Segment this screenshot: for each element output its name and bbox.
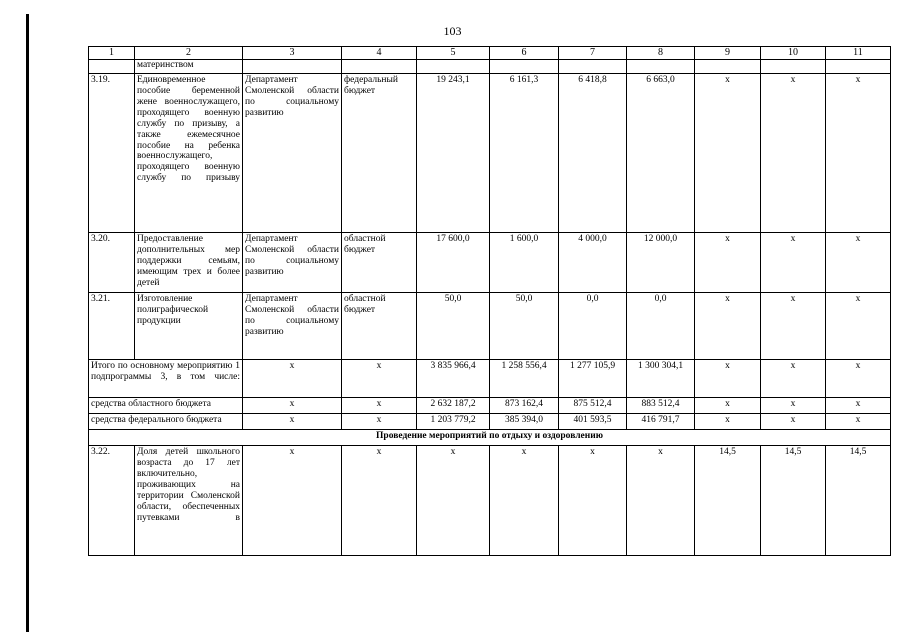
column-number: 3 xyxy=(243,47,342,60)
indicator-3: х xyxy=(826,360,891,398)
fragment-text: материнством xyxy=(135,60,243,74)
table-row-3-22 xyxy=(89,446,891,556)
year-3-amount: 1 300 304,1 xyxy=(627,360,695,398)
total-row-regional-budget xyxy=(89,398,891,414)
column-number: 5 xyxy=(417,47,490,60)
activity-name: Единовременное пособие беременной жене военнослужащего, проходящего военную службу по призыву, а также ежемесячное пособие на ребенка военнослужащего, проходящего военную службу по призыву xyxy=(135,74,243,233)
indicator-1: х xyxy=(695,293,761,360)
year-2-amount: 0,0 xyxy=(559,293,627,360)
year-3-amount: 0,0 xyxy=(627,293,695,360)
year-2-amount: 4 000,0 xyxy=(559,233,627,293)
row-number: 3.22. xyxy=(89,446,135,556)
indicator-2: х xyxy=(761,398,826,414)
year-3-amount: 883 512,4 xyxy=(627,398,695,414)
indicator-2: 14,5 xyxy=(761,446,826,556)
indicator-2: х xyxy=(761,414,826,430)
table-row-3-19 xyxy=(89,74,891,233)
executor: Департамент Смоленской области по социальному развитию xyxy=(243,74,342,233)
column-number-row xyxy=(89,47,891,60)
funding-source: х xyxy=(342,446,417,556)
indicator-3: х xyxy=(826,293,891,360)
executor: Департамент Смоленской области по социальному развитию xyxy=(243,233,342,293)
column-number: 2 xyxy=(135,47,243,60)
indicator-2: х xyxy=(761,233,826,293)
row-number: 3.19. xyxy=(89,74,135,233)
indicator-3: х xyxy=(826,233,891,293)
program-activities-table xyxy=(88,46,891,556)
funding-source: областной бюджет xyxy=(342,293,417,360)
column-number: 10 xyxy=(761,47,826,60)
column-number: 4 xyxy=(342,47,417,60)
continued-row-fragment xyxy=(89,60,891,74)
total-amount: 19 243,1 xyxy=(417,74,490,233)
total-amount: 1 203 779,2 xyxy=(417,414,490,430)
year-2-amount: 875 512,4 xyxy=(559,398,627,414)
indicator-1: 14,5 xyxy=(695,446,761,556)
year-3-amount: 6 663,0 xyxy=(627,74,695,233)
indicator-1: х xyxy=(695,360,761,398)
table-row-3-20 xyxy=(89,233,891,293)
section-title: Проведение мероприятий по отдыху и оздоровлению xyxy=(89,430,891,446)
total-amount: 3 835 966,4 xyxy=(417,360,490,398)
year-2-amount: 6 418,8 xyxy=(559,74,627,233)
column-number: 6 xyxy=(490,47,559,60)
year-1-amount: 6 161,3 xyxy=(490,74,559,233)
year-1-amount: 50,0 xyxy=(490,293,559,360)
indicator-1: х xyxy=(695,414,761,430)
executor: х xyxy=(243,398,342,414)
binding-edge-line xyxy=(26,14,29,632)
executor: Департамент Смоленской области по социальному развитию xyxy=(243,293,342,360)
funding-source: х xyxy=(342,398,417,414)
indicator-3: 14,5 xyxy=(826,446,891,556)
indicator-3: х xyxy=(826,398,891,414)
year-2-amount: 401 593,5 xyxy=(559,414,627,430)
activity-name: Предоставление дополнительных мер поддержки семьям, имеющим трех и более детей xyxy=(135,233,243,293)
indicator-2: х xyxy=(761,74,826,233)
column-number: 9 xyxy=(695,47,761,60)
indicator-2: х xyxy=(761,293,826,360)
executor: х xyxy=(243,360,342,398)
indicator-3: х xyxy=(826,74,891,233)
total-label: Итого по основному мероприятию 1 подпрограммы 3, в том числе: xyxy=(89,360,243,398)
year-1-amount: х xyxy=(490,446,559,556)
column-number: 8 xyxy=(627,47,695,60)
executor: х xyxy=(243,414,342,430)
activity-name: Изготовление полиграфической продукции xyxy=(135,293,243,360)
funding-source: областной бюджет xyxy=(342,233,417,293)
row-number: 3.20. xyxy=(89,233,135,293)
column-number: 1 xyxy=(89,47,135,60)
column-number: 11 xyxy=(826,47,891,60)
total-amount: 50,0 xyxy=(417,293,490,360)
indicator-1: х xyxy=(695,74,761,233)
section-header-row xyxy=(89,430,891,446)
funding-source: х xyxy=(342,360,417,398)
page-number: 103 xyxy=(443,24,462,38)
year-3-amount: 12 000,0 xyxy=(627,233,695,293)
indicator-2: х xyxy=(761,360,826,398)
year-3-amount: 416 791,7 xyxy=(627,414,695,430)
row-number: 3.21. xyxy=(89,293,135,360)
table-row-3-21 xyxy=(89,293,891,360)
column-number: 7 xyxy=(559,47,627,60)
total-row-federal-budget xyxy=(89,414,891,430)
funding-source: х xyxy=(342,414,417,430)
total-label: средства федерального бюджета xyxy=(89,414,243,430)
total-row-main-activity xyxy=(89,360,891,398)
total-label: средства областного бюджета xyxy=(89,398,243,414)
year-1-amount: 385 394,0 xyxy=(490,414,559,430)
executor: х xyxy=(243,446,342,556)
year-3-amount: х xyxy=(627,446,695,556)
year-2-amount: 1 277 105,9 xyxy=(559,360,627,398)
indicator-3: х xyxy=(826,414,891,430)
year-2-amount: х xyxy=(559,446,627,556)
year-1-amount: 873 162,4 xyxy=(490,398,559,414)
activity-name: Доля детей школьного возраста до 17 лет включительно, проживающих на территории Смоленской области, обеспеченных путевками в xyxy=(135,446,243,556)
indicator-1: х xyxy=(695,233,761,293)
year-1-amount: 1 600,0 xyxy=(490,233,559,293)
indicator-1: х xyxy=(695,398,761,414)
funding-source: федеральный бюджет xyxy=(342,74,417,233)
total-amount: х xyxy=(417,446,490,556)
total-amount: 2 632 187,2 xyxy=(417,398,490,414)
year-1-amount: 1 258 556,4 xyxy=(490,360,559,398)
total-amount: 17 600,0 xyxy=(417,233,490,293)
